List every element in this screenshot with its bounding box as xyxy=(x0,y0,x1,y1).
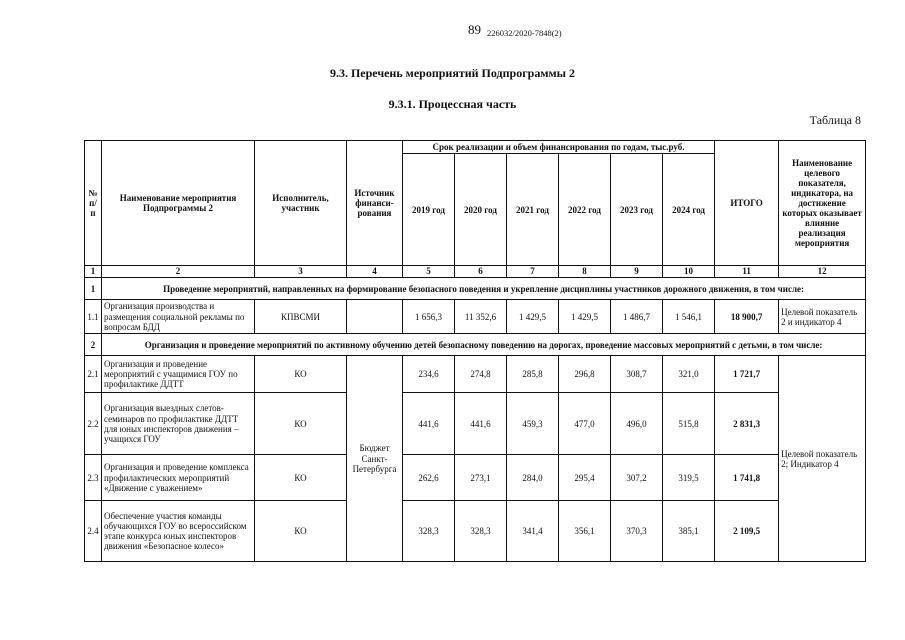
row-executor: КО xyxy=(255,356,347,393)
column-number: 11 xyxy=(715,266,779,278)
row-value: 496,0 xyxy=(611,393,663,455)
table-row xyxy=(85,393,866,455)
row-value: 296,8 xyxy=(559,356,611,393)
header-source: Источник финанси-рования xyxy=(347,141,403,266)
row-value: 321,0 xyxy=(663,356,715,393)
row-total: 1 741,8 xyxy=(715,455,779,501)
row-value: 1 486,7 xyxy=(611,300,663,334)
page-number: 89 xyxy=(468,22,481,37)
section-title-cell: Организация и проведение мероприятий по активному обучению детей безопасному поведению на дорогах, проведение массовых мероприятий с детьми, в том числе: xyxy=(102,334,866,356)
row-num: 2.4 xyxy=(85,501,102,562)
section-row xyxy=(85,334,866,356)
table-row xyxy=(85,455,866,501)
row-name: Организация и проведение комплекса профилактических мероприятий «Движение с уважением» xyxy=(102,455,255,501)
row-value: 1 429,5 xyxy=(507,300,559,334)
row-value: 385,1 xyxy=(663,501,715,562)
section-title: 9.3. Перечень мероприятий Подпрограммы 2 xyxy=(329,66,576,80)
header-year: 2022 год xyxy=(559,154,611,266)
row-value: 515,8 xyxy=(663,393,715,455)
table-caption: Таблица 8 xyxy=(809,113,861,127)
row-value: 295,4 xyxy=(559,455,611,501)
row-value: 11 352,6 xyxy=(455,300,507,334)
column-number: 4 xyxy=(347,266,403,278)
header-year: 2019 год xyxy=(403,154,455,266)
row-num: 2.3 xyxy=(85,455,102,501)
row-value: 477,0 xyxy=(559,393,611,455)
row-executor: КО xyxy=(255,501,347,562)
header-num: № п/п xyxy=(85,141,102,266)
row-value: 459,3 xyxy=(507,393,559,455)
row-total: 2 831,3 xyxy=(715,393,779,455)
row-value: 1 429,5 xyxy=(559,300,611,334)
header-indicator: Наименование целевого показателя, индикатора, на достижение которых оказывает влияние реализация мероприятия xyxy=(779,141,866,266)
table-row xyxy=(85,356,866,393)
row-total: 2 109,5 xyxy=(715,501,779,562)
header-name: Наименование мероприятия Подпрограммы 2 xyxy=(102,141,255,266)
subsection-title: 9.3.1. Процессная часть xyxy=(388,97,517,111)
row-value: 285,8 xyxy=(507,356,559,393)
column-number-row xyxy=(85,266,866,278)
row-value: 328,3 xyxy=(455,501,507,562)
column-number: 10 xyxy=(663,266,715,278)
row-value: 234,6 xyxy=(403,356,455,393)
header-executor: Исполнитель, участник xyxy=(255,141,347,266)
row-source xyxy=(347,300,403,334)
column-number: 3 xyxy=(255,266,347,278)
row-value: 356,1 xyxy=(559,501,611,562)
row-value: 341,4 xyxy=(507,501,559,562)
row-name: Организация выездных слетов-семинаров по профилактике ДДТТ для юных инспекторов движения – учащихся ГОУ xyxy=(102,393,255,455)
row-value: 1 546,1 xyxy=(663,300,715,334)
measures-table xyxy=(84,140,866,562)
row-num: 2.1 xyxy=(85,356,102,393)
section-num: 1 xyxy=(85,278,102,300)
row-num: 1.1 xyxy=(85,300,102,334)
column-number: 2 xyxy=(102,266,255,278)
column-number: 7 xyxy=(507,266,559,278)
row-name: Организация и проведение мероприятий с учащимися ГОУ по профилактике ДДТТ xyxy=(102,356,255,393)
column-number: 6 xyxy=(455,266,507,278)
section-num: 2 xyxy=(85,334,102,356)
row-name: Организация производства и размещения социальной рекламы по вопросам БДД xyxy=(102,300,255,334)
row-value: 1 656,3 xyxy=(403,300,455,334)
section-title-cell: Проведение мероприятий, направленных на формирование безопасного поведения и укрепление дисциплины участников дорожного движения, в том числе: xyxy=(102,278,866,300)
header-year: 2023 год xyxy=(611,154,663,266)
column-number: 12 xyxy=(779,266,866,278)
header-total: ИТОГО xyxy=(715,141,779,266)
section2-source: Бюджет Санкт-Петербурга xyxy=(347,356,403,562)
column-number: 8 xyxy=(559,266,611,278)
row-value: 284,0 xyxy=(507,455,559,501)
row-num: 2.2 xyxy=(85,393,102,455)
header-year: 2020 год xyxy=(455,154,507,266)
document-code: 226032/2020-7848(2) xyxy=(487,28,562,38)
row-value: 273,1 xyxy=(455,455,507,501)
table-row xyxy=(85,300,866,334)
row-value: 274,8 xyxy=(455,356,507,393)
row-total: 18 900,7 xyxy=(715,300,779,334)
section-row xyxy=(85,278,866,300)
row-value: 308,7 xyxy=(611,356,663,393)
header-period-group: Срок реализации и объем финансирования по годам, тыс.руб. xyxy=(403,141,715,154)
row-value: 441,6 xyxy=(455,393,507,455)
header-year: 2021 год xyxy=(507,154,559,266)
row-name: Обеспечение участия команды обучающихся ГОУ во всероссийском этапе конкурса юных инспекторов движения «Безопасное колесо» xyxy=(102,501,255,562)
header-year: 2024 год xyxy=(663,154,715,266)
row-total: 1 721,7 xyxy=(715,356,779,393)
table-row xyxy=(85,501,866,562)
column-number: 5 xyxy=(403,266,455,278)
column-number: 9 xyxy=(611,266,663,278)
row-indicator: Целевой показатель 2 и индикатор 4 xyxy=(779,300,866,334)
row-value: 307,2 xyxy=(611,455,663,501)
row-value: 441,6 xyxy=(403,393,455,455)
row-value: 370,3 xyxy=(611,501,663,562)
row-value: 319,5 xyxy=(663,455,715,501)
row-executor: КО xyxy=(255,393,347,455)
row-value: 262,6 xyxy=(403,455,455,501)
row-executor: КПВСМИ xyxy=(255,300,347,334)
column-number: 1 xyxy=(85,266,102,278)
section2-indicator: Целевой показатель 2; Индикатор 4 xyxy=(779,356,866,562)
row-value: 328,3 xyxy=(403,501,455,562)
row-executor: КО xyxy=(255,455,347,501)
